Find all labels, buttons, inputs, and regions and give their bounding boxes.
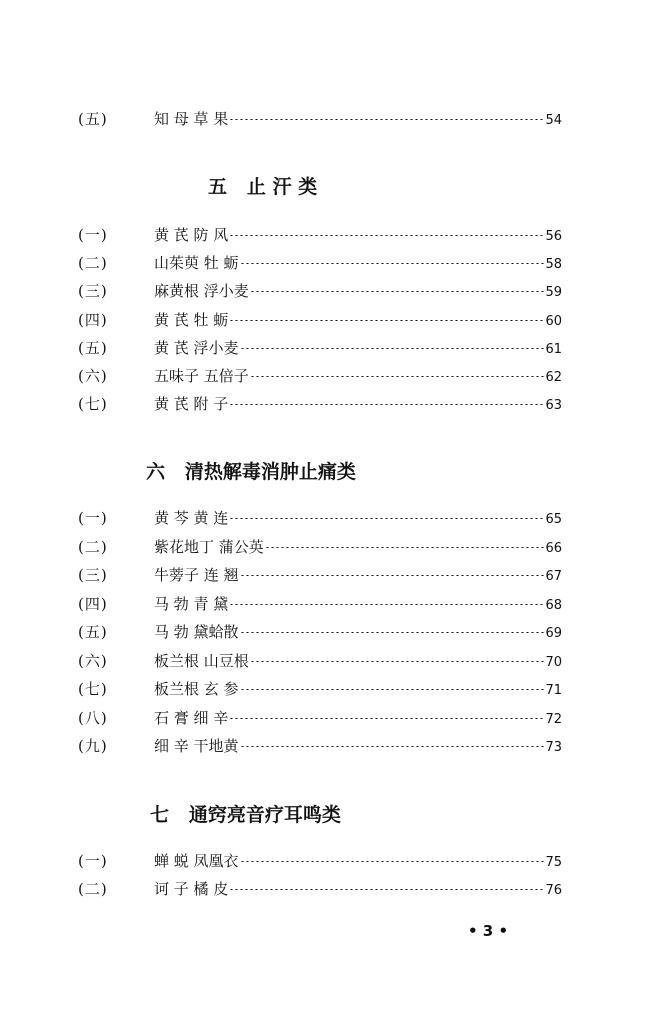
- entry-title: 蝉 蜕 凤凰衣: [154, 852, 239, 870]
- page-number: • 3 •: [468, 922, 509, 940]
- entry-page: 67: [545, 569, 562, 584]
- entry-page: 62: [545, 370, 562, 385]
- entry-number: (五): [78, 623, 108, 641]
- entry-title: 五味子 五倍子: [154, 367, 249, 385]
- entry-page: 65: [545, 512, 562, 527]
- section-heading: 七 通窍亮音疗耳鸣类: [150, 804, 341, 826]
- toc-entry[interactable]: [78, 851, 562, 871]
- leader-dots: [240, 746, 545, 747]
- toc-entry[interactable]: [78, 594, 562, 614]
- leader-dots: [240, 861, 545, 862]
- leader-dots: [240, 263, 545, 264]
- entry-page: 61: [545, 342, 562, 357]
- entry-number: (二): [78, 254, 108, 272]
- entry-page: 66: [545, 541, 562, 556]
- entry-page: 54: [545, 113, 562, 128]
- entry-title: 板兰根 山豆根: [154, 652, 249, 670]
- entry-title: 诃 子 橘 皮: [154, 880, 229, 898]
- toc-entry[interactable]: [78, 679, 562, 699]
- toc-entry[interactable]: [78, 225, 562, 245]
- toc-entry[interactable]: [78, 508, 562, 528]
- entry-title: 黄 芪 防 风: [154, 226, 229, 244]
- entry-page: 59: [545, 285, 562, 300]
- toc-entry[interactable]: [78, 338, 562, 358]
- toc-entry[interactable]: [78, 366, 562, 386]
- leader-dots: [229, 718, 544, 719]
- leader-dots: [229, 235, 544, 236]
- entry-page: 63: [545, 398, 562, 413]
- leader-dots: [229, 404, 544, 405]
- entry-title: 知 母 草 果: [154, 110, 229, 128]
- entry-number: (四): [78, 595, 108, 613]
- entry-number: (七): [78, 395, 108, 413]
- leader-dots: [250, 661, 545, 662]
- entry-number: (一): [78, 226, 108, 244]
- entry-number: (八): [78, 709, 108, 727]
- toc-entry[interactable]: [78, 281, 562, 301]
- leader-dots: [265, 547, 545, 548]
- section-heading: 六 清热解毒消肿止痛类: [146, 461, 356, 483]
- entry-number: (二): [78, 880, 108, 898]
- leader-dots: [240, 348, 545, 349]
- leader-dots: [240, 575, 545, 576]
- leader-dots: [229, 604, 544, 605]
- entry-page: 72: [545, 712, 562, 727]
- toc-entry[interactable]: [78, 622, 562, 642]
- entry-title: 紫花地丁 蒲公英: [154, 538, 264, 556]
- entry-page: 71: [545, 683, 562, 698]
- entry-title: 黄 芪 牡 蛎: [154, 311, 229, 329]
- entry-number: (三): [78, 566, 108, 584]
- entry-title: 麻黄根 浮小麦: [154, 282, 249, 300]
- section-heading: 五 止 汗 类: [208, 176, 318, 198]
- toc-entry[interactable]: [78, 708, 562, 728]
- entry-title: 马 勃 青 黛: [154, 595, 229, 613]
- entry-title: 马 勃 黛蛤散: [154, 623, 239, 641]
- entry-title: 黄 芪 浮小麦: [154, 339, 239, 357]
- entry-number: (二): [78, 538, 108, 556]
- toc-entry[interactable]: [78, 565, 562, 585]
- entry-title: 山茱萸 牡 蛎: [154, 254, 239, 272]
- leader-dots: [250, 376, 545, 377]
- toc-entry[interactable]: [78, 879, 562, 899]
- entry-number: (五): [78, 110, 108, 128]
- entry-page: 69: [545, 626, 562, 641]
- entry-number: (一): [78, 852, 108, 870]
- entry-page: 76: [545, 883, 562, 898]
- leader-dots: [229, 518, 544, 519]
- entry-title: 牛蒡子 连 翘: [154, 566, 239, 584]
- entry-title: 黄 芪 附 子: [154, 395, 229, 413]
- toc-entry[interactable]: [78, 109, 562, 129]
- entry-number: (七): [78, 680, 108, 698]
- entry-page: 73: [545, 740, 562, 755]
- entry-title: 细 辛 干地黄: [154, 737, 239, 755]
- entry-page: 60: [545, 314, 562, 329]
- entry-page: 70: [545, 655, 562, 670]
- toc-entry[interactable]: [78, 310, 562, 330]
- leader-dots: [229, 320, 544, 321]
- leader-dots: [240, 632, 545, 633]
- toc-entry[interactable]: [78, 651, 562, 671]
- entry-title: 黄 芩 黄 连: [154, 509, 229, 527]
- entry-number: (五): [78, 339, 108, 357]
- entry-number: (九): [78, 737, 108, 755]
- leader-dots: [240, 689, 545, 690]
- leader-dots: [229, 889, 544, 890]
- leader-dots: [229, 119, 544, 120]
- entry-number: (六): [78, 367, 108, 385]
- entry-page: 56: [545, 229, 562, 244]
- toc-entry[interactable]: [78, 253, 562, 273]
- entry-number: (四): [78, 311, 108, 329]
- toc-entry[interactable]: [78, 394, 562, 414]
- toc-entry[interactable]: [78, 537, 562, 557]
- leader-dots: [250, 291, 545, 292]
- entry-number: (一): [78, 509, 108, 527]
- entry-page: 58: [545, 257, 562, 272]
- entry-number: (三): [78, 282, 108, 300]
- entry-page: 75: [545, 855, 562, 870]
- entry-title: 石 膏 细 辛: [154, 709, 229, 727]
- entry-number: (六): [78, 652, 108, 670]
- entry-title: 板兰根 玄 参: [154, 680, 239, 698]
- toc-entry[interactable]: [78, 736, 562, 756]
- entry-page: 68: [545, 598, 562, 613]
